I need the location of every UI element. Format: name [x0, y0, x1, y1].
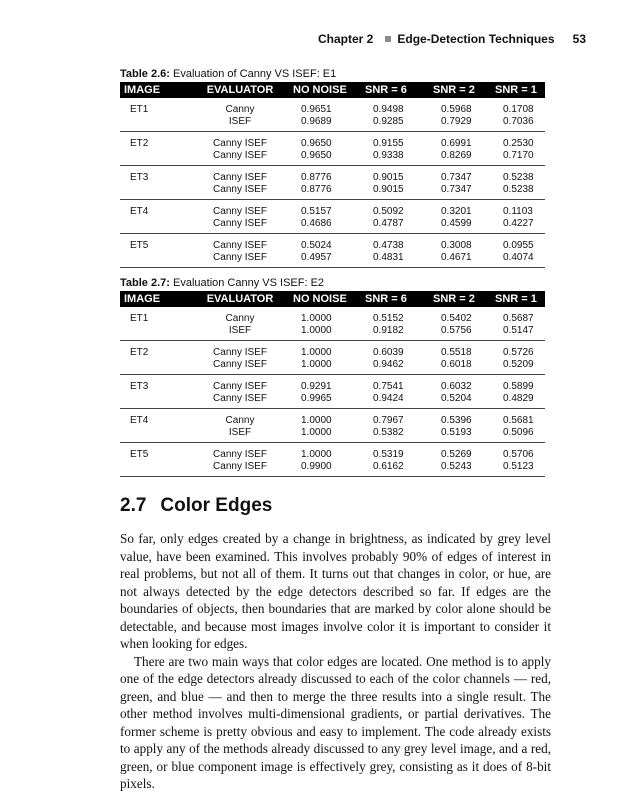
value-cell — [427, 381, 489, 405]
evaluator-text: Canny ISEF — [213, 218, 267, 229]
value-text: 1.0000 — [301, 313, 332, 324]
value-cell — [287, 104, 359, 128]
paragraph-1 — [120, 530, 551, 653]
value-cell — [359, 172, 427, 196]
value-cell — [427, 172, 489, 196]
evaluator-text: Canny ISEF — [213, 381, 267, 392]
table-2-caption-text: Evaluation Canny VS ISEF: E2 — [173, 277, 325, 289]
table-header-row — [120, 82, 545, 98]
value-cell — [427, 313, 489, 337]
table-row — [120, 375, 545, 409]
value-cell — [489, 138, 545, 162]
value-cell — [427, 347, 489, 371]
value-cell — [427, 449, 489, 473]
table-2-label: Table 2.7: — [120, 277, 170, 289]
value-text: 0.5193 — [441, 427, 472, 438]
value-cell — [489, 347, 545, 371]
value-text: 0.5092 — [373, 206, 404, 217]
value-cell — [489, 240, 545, 264]
image-cell: ET5 — [130, 240, 149, 251]
value-text: 0.4738 — [373, 240, 404, 251]
value-cell — [359, 313, 427, 337]
value-cell — [427, 206, 489, 230]
section-title: Color Edges — [160, 495, 273, 516]
table-row — [120, 200, 545, 234]
value-cell — [287, 206, 359, 230]
evaluator-text: Canny ISEF — [213, 252, 267, 263]
value-text: 0.6991 — [441, 138, 472, 149]
value-text: 0.5204 — [441, 393, 472, 404]
value-cell — [287, 240, 359, 264]
value-cell — [287, 172, 359, 196]
evaluator-text: Canny ISEF — [213, 150, 267, 161]
value-text: 0.9900 — [301, 461, 332, 472]
image-cell: ET2 — [130, 138, 149, 149]
value-text: 1.0000 — [301, 415, 332, 426]
column-header: EVALUATOR — [206, 293, 274, 305]
value-text: 0.9651 — [301, 104, 332, 115]
evaluator-cell — [193, 240, 287, 264]
value-text: 0.5382 — [373, 427, 404, 438]
value-text: 0.4074 — [503, 252, 534, 263]
table-row — [120, 234, 545, 268]
table-1-label: Table 2.6: — [120, 68, 170, 80]
value-text: 0.5123 — [503, 461, 534, 472]
image-cell: ET3 — [130, 381, 149, 392]
column-header: EVALUATOR — [206, 84, 274, 96]
running-header — [318, 30, 586, 48]
value-cell — [359, 206, 427, 230]
evaluator-cell — [193, 381, 287, 405]
value-cell — [359, 138, 427, 162]
chapter-title: Edge-Detection Techniques — [397, 32, 555, 46]
table-row — [120, 443, 545, 477]
value-text: 0.5681 — [503, 415, 534, 426]
evaluator-cell — [193, 206, 287, 230]
value-text: 0.4599 — [441, 218, 472, 229]
value-text: 0.6039 — [373, 347, 404, 358]
value-text: 0.5518 — [441, 347, 472, 358]
column-header: SNR = 2 — [433, 84, 475, 96]
table-2 — [120, 291, 545, 477]
value-text: 0.5706 — [503, 449, 534, 460]
value-cell — [427, 415, 489, 439]
evaluator-text: Canny ISEF — [213, 393, 267, 404]
table-2-caption — [120, 277, 324, 289]
evaluator-text: Canny ISEF — [213, 206, 267, 217]
table-1-caption — [120, 68, 336, 80]
value-text: 0.5238 — [503, 184, 534, 195]
value-text: 0.9015 — [373, 172, 404, 183]
value-text: 0.7347 — [441, 184, 472, 195]
value-cell — [359, 415, 427, 439]
value-cell — [489, 104, 545, 128]
value-cell — [359, 381, 427, 405]
value-text: 0.9965 — [301, 393, 332, 404]
value-text: 0.9689 — [301, 116, 332, 127]
value-text: 0.5756 — [441, 325, 472, 336]
value-text: 1.0000 — [301, 359, 332, 370]
value-text: 1.0000 — [301, 325, 332, 336]
evaluator-text: ISEF — [228, 325, 252, 336]
column-header: SNR = 2 — [433, 293, 475, 305]
evaluator-text: Canny — [225, 313, 255, 324]
value-cell — [427, 104, 489, 128]
evaluator-cell — [193, 415, 287, 439]
image-cell: ET1 — [130, 104, 149, 115]
value-text: 0.9291 — [301, 381, 332, 392]
value-cell — [489, 381, 545, 405]
value-cell — [489, 415, 545, 439]
value-text: 0.9338 — [373, 150, 404, 161]
value-text: 0.9015 — [373, 184, 404, 195]
image-cell: ET3 — [130, 172, 149, 183]
value-cell — [287, 347, 359, 371]
image-cell: ET4 — [130, 415, 149, 426]
evaluator-cell — [193, 449, 287, 473]
value-text: 0.4831 — [373, 252, 404, 263]
evaluator-text: ISEF — [228, 427, 252, 438]
value-text: 0.6018 — [441, 359, 472, 370]
value-text: 0.5209 — [503, 359, 534, 370]
value-text: 0.5899 — [503, 381, 534, 392]
value-text: 0.5152 — [373, 313, 404, 324]
paragraph-1-text: So far, only edges created by a change in brightness, as indicated by grey level value, have been examined. This involves probably 90% of edges of interest in real problems, but not all of them. It turns out that changes in color, or hue, are not always detected by the edge detectors described so far. If edges are the boundaries of objects, then boundaries that are marked by color alone should be detectable, and because most images involve color it is important to consider it when looking for edges. — [120, 531, 551, 651]
evaluator-text: Canny — [225, 104, 255, 115]
value-text: 1.0000 — [301, 427, 332, 438]
value-text: 0.9182 — [373, 325, 404, 336]
value-text: 0.4957 — [301, 252, 332, 263]
table-1 — [120, 82, 545, 268]
value-text: 0.4671 — [441, 252, 472, 263]
evaluator-cell — [193, 172, 287, 196]
evaluator-text: Canny ISEF — [213, 347, 267, 358]
paragraph-2 — [120, 653, 551, 793]
value-text: 0.3201 — [441, 206, 472, 217]
section-number: 2.7 — [120, 495, 147, 516]
evaluator-text: Canny ISEF — [213, 138, 267, 149]
value-cell — [489, 206, 545, 230]
value-text: 0.5319 — [373, 449, 404, 460]
value-cell — [287, 449, 359, 473]
paragraph-2-text: There are two main ways that color edges are located. One method is to apply one of the edge detectors already discussed to each of the color channels — red, green, and blue — and then to merge the three results into a single result. The other method involves multi-dimensional gradients, or partial derivatives. The former scheme is pretty obvious and easy to implement. The code already exists to apply any of the methods already discussed to any grey level image, and a red, green, or blue component image is effectively grey, consisting as it does of 8-bit pixels. — [120, 653, 551, 791]
evaluator-cell — [193, 138, 287, 162]
section-heading — [120, 495, 272, 517]
value-text: 0.5396 — [441, 415, 472, 426]
value-text: 0.5024 — [301, 240, 332, 251]
value-text: 0.5402 — [441, 313, 472, 324]
value-text: 0.7967 — [373, 415, 404, 426]
value-cell — [359, 104, 427, 128]
value-text: 0.7170 — [503, 150, 534, 161]
value-text: 0.5238 — [503, 172, 534, 183]
value-text: 0.5687 — [503, 313, 534, 324]
value-text: 0.7347 — [441, 172, 472, 183]
page-number: 53 — [572, 32, 586, 46]
value-text: 0.6032 — [441, 381, 472, 392]
value-cell — [427, 138, 489, 162]
value-text: 0.6162 — [373, 461, 404, 472]
value-cell — [489, 172, 545, 196]
value-text: 0.9285 — [373, 116, 404, 127]
value-text: 0.5968 — [441, 104, 472, 115]
value-text: 0.9424 — [373, 393, 404, 404]
image-cell: ET5 — [130, 449, 149, 460]
table-row — [120, 166, 545, 200]
table-row — [120, 98, 545, 132]
value-text: 0.9155 — [373, 138, 404, 149]
evaluator-text: Canny ISEF — [213, 240, 267, 251]
value-text: 0.0955 — [503, 240, 534, 251]
table-row — [120, 132, 545, 166]
value-text: 0.5269 — [441, 449, 472, 460]
separator-square-icon — [385, 36, 391, 42]
value-text: 0.4787 — [373, 218, 404, 229]
value-cell — [359, 449, 427, 473]
value-cell — [287, 138, 359, 162]
value-text: 0.9650 — [301, 150, 332, 161]
table-row — [120, 341, 545, 375]
table-1-caption-text: Evaluation of Canny VS ISEF: E1 — [173, 68, 337, 80]
value-text: 0.2530 — [503, 138, 534, 149]
image-cell: ET1 — [130, 313, 149, 324]
evaluator-text: Canny ISEF — [213, 184, 267, 195]
column-header: SNR = 6 — [365, 84, 407, 96]
chapter-label: Chapter 2 — [318, 32, 374, 46]
table-row — [120, 307, 545, 341]
image-cell: ET2 — [130, 347, 149, 358]
value-text: 0.1708 — [503, 104, 534, 115]
value-cell — [287, 313, 359, 337]
evaluator-cell — [193, 313, 287, 337]
value-cell — [359, 240, 427, 264]
column-header: IMAGE — [124, 293, 161, 305]
value-text: 0.5243 — [441, 461, 472, 472]
column-header: NO NOISE — [293, 84, 347, 96]
evaluator-cell — [193, 347, 287, 371]
value-text: 0.4829 — [503, 393, 534, 404]
value-cell — [287, 381, 359, 405]
value-text: 0.7929 — [441, 116, 472, 127]
column-header: SNR = 1 — [495, 293, 537, 305]
value-text: 0.3008 — [441, 240, 472, 251]
column-header: SNR = 1 — [495, 84, 537, 96]
evaluator-text: ISEF — [228, 116, 252, 127]
value-text: 0.8269 — [441, 150, 472, 161]
column-header: IMAGE — [124, 84, 161, 96]
value-text: 0.5157 — [301, 206, 332, 217]
value-cell — [359, 347, 427, 371]
value-text: 1.0000 — [301, 347, 332, 358]
value-text: 0.7036 — [503, 116, 534, 127]
column-header: NO NOISE — [293, 293, 347, 305]
value-text: 0.7541 — [373, 381, 404, 392]
value-text: 0.9498 — [373, 104, 404, 115]
table-row — [120, 409, 545, 443]
evaluator-text: Canny — [225, 415, 255, 426]
column-header: SNR = 6 — [365, 293, 407, 305]
value-cell — [287, 415, 359, 439]
value-text: 0.5096 — [503, 427, 534, 438]
evaluator-text: Canny ISEF — [213, 172, 267, 183]
value-cell — [489, 449, 545, 473]
table-header-row — [120, 291, 545, 307]
value-text: 0.9650 — [301, 138, 332, 149]
evaluator-text: Canny ISEF — [213, 461, 267, 472]
value-text: 0.4686 — [301, 218, 332, 229]
value-cell — [427, 240, 489, 264]
value-text: 0.4227 — [503, 218, 534, 229]
value-text: 0.8776 — [301, 172, 332, 183]
body-text — [120, 530, 551, 793]
image-cell: ET4 — [130, 206, 149, 217]
value-cell — [489, 313, 545, 337]
evaluator-cell — [193, 104, 287, 128]
evaluator-text: Canny ISEF — [213, 359, 267, 370]
value-text: 0.1103 — [503, 206, 533, 217]
value-text: 0.5147 — [503, 325, 534, 336]
value-text: 0.9462 — [373, 359, 404, 370]
evaluator-text: Canny ISEF — [213, 449, 267, 460]
value-text: 1.0000 — [301, 449, 332, 460]
value-text: 0.8776 — [301, 184, 332, 195]
value-text: 0.5726 — [503, 347, 534, 358]
